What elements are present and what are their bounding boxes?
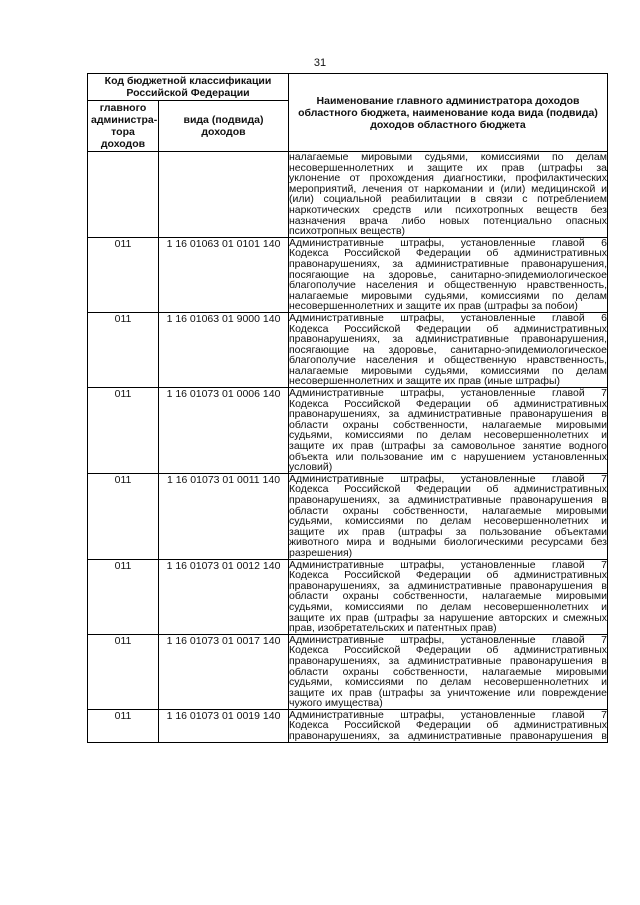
description-line: правонарушениях, за административные правонарушения в — [289, 495, 607, 506]
description-line: несовершеннолетних и защите их прав (иные штрафы) — [289, 376, 561, 388]
description-line: области охраны собственности, налагаемые мировыми — [289, 591, 607, 602]
description-line: наркотических средств или психотропных веществ без — [289, 204, 607, 216]
description-line: защите их прав (штрафы за пользование объектами — [289, 526, 607, 538]
description-line: судьями, комиссиями по делам несовершеннолетних и — [289, 430, 607, 442]
revenue-description — [289, 237, 608, 312]
revenue-description — [289, 152, 608, 238]
description-line: налагаемые мировыми судьями, комиссиями по делам — [289, 152, 607, 163]
table-row — [88, 709, 608, 742]
header-group-title: Код бюджетной классификации Российской Федерации — [88, 74, 289, 101]
revenue-description — [289, 634, 608, 709]
revenue-code: 1 16 01073 01 0017 140 — [159, 634, 289, 709]
description-line: назначения врача либо новых потенциально опасных — [289, 215, 607, 227]
revenue-code: 1 16 01073 01 0006 140 — [159, 388, 289, 474]
description-line: защите их прав (штрафы за уничтожение или повреждение — [289, 687, 607, 699]
description-line: посягающие на здоровье, санитарно-эпидемиологическое — [289, 269, 607, 281]
description-line: области охраны собственности, налагаемые мировыми — [289, 419, 607, 431]
description-line: мероприятий, лечения от наркомании и (или) медицинской и — [289, 183, 607, 195]
description-line: области охраны собственности, налагаемые мировыми — [289, 666, 607, 678]
description-line: Административные штрафы, установленные главой 7 — [289, 559, 607, 571]
description-line: чужого имущества) — [289, 698, 383, 709]
description-line: Кодекса Российской Федерации об административных — [289, 720, 607, 732]
description-line: налагаемые мировыми судьями, комиссиями по делам — [289, 365, 607, 377]
revenue-code: 1 16 01063 01 9000 140 — [159, 312, 289, 387]
table-header — [88, 74, 608, 152]
admin-code: 011 — [88, 237, 159, 312]
table-row — [88, 237, 608, 312]
description-line: защите их прав (штрафы за самовольное занятие водного — [289, 441, 607, 452]
description-line: животного мира и водными биологическими ресурсами без — [289, 537, 607, 548]
description-line: Административные штрафы, установленные главой 6 — [289, 312, 607, 324]
description-line: Кодекса Российской Федерации об административных — [289, 248, 607, 259]
description-line: судьями, комиссиями по делам несовершеннолетних и — [289, 516, 607, 527]
description-line: Административные штрафы, установленные главой 7 — [289, 634, 607, 646]
description-line: несовершеннолетних и защите их прав (штрафы за побои) — [289, 301, 578, 312]
revenue-code: 1 16 01063 01 0101 140 — [159, 237, 289, 312]
table-row — [88, 152, 608, 238]
table-row — [88, 634, 608, 709]
revenue-description — [289, 388, 608, 474]
description-line: прав, изобретательских и патентных прав) — [289, 623, 497, 634]
description-line: несовершеннолетних и защите их прав (штрафы за — [289, 162, 607, 174]
description-line: правонарушениях, за административные правонарушения, — [289, 334, 607, 345]
description-line: Административные штрафы, установленные главой 7 — [289, 473, 607, 485]
description-line: разрешения) — [289, 547, 353, 559]
description-line: налагаемые мировыми судьями, комиссиями по делам — [289, 290, 607, 302]
revenue-description — [289, 559, 608, 634]
description-line: Кодекса Российской Федерации об административных — [289, 323, 607, 335]
description-line: судьями, комиссиями по делам несовершеннолетних и — [289, 677, 607, 688]
revenue-description — [289, 312, 608, 387]
header-col-name: Наименование главного администратора доходов областного бюджета, наименование кода вида (подвида) доходов областного бюджета — [289, 74, 608, 152]
admin-code: 011 — [88, 388, 159, 474]
description-line: правонарушениях, за административные правонарушения в — [289, 655, 607, 667]
header-col-admin: главного администра-тора доходов — [88, 101, 159, 152]
revenue-description — [289, 473, 608, 559]
description-line: области охраны собственности, налагаемые мировыми — [289, 505, 607, 517]
admin-code: 011 — [88, 312, 159, 387]
description-line: Административные штрафы, установленные главой 7 — [289, 388, 607, 399]
description-line: Кодекса Российской Федерации об административных — [289, 484, 607, 495]
description-line: правонарушениях, за административные правонарушения в — [289, 731, 607, 742]
table-row — [88, 388, 608, 474]
table-row — [88, 473, 608, 559]
description-line: Кодекса Российской Федерации об административных — [289, 645, 607, 656]
description-line: благополучие населения и общественную нравственность, — [289, 355, 607, 366]
revenue-code: 1 16 01073 01 0011 140 — [159, 473, 289, 559]
page-number: 31 — [313, 57, 327, 69]
revenue-code: 1 16 01073 01 0012 140 — [159, 559, 289, 634]
description-line: объекта или пользование им с нарушением установленных — [289, 451, 607, 463]
description-line: судьями, комиссиями по делам несовершеннолетних и — [289, 601, 607, 613]
description-line: правонарушениях, за административные правонарушения, — [289, 258, 607, 270]
budget-classification-table — [87, 73, 608, 743]
description-line: посягающие на здоровье, санитарно-эпидемиологическое — [289, 344, 607, 356]
description-line: правонарушениях, за административные правонарушения в — [289, 580, 607, 592]
admin-code: 011 — [88, 559, 159, 634]
description-line: защите их прав (штрафы за нарушение авторских и смежных — [289, 612, 607, 624]
admin-code — [88, 152, 159, 238]
description-line: Административные штрафы, установленные главой 7 — [289, 709, 607, 721]
description-line: уклонение от прохождения диагностики, профилактических — [289, 173, 607, 184]
header-col-type: вида (подвида) доходов — [159, 101, 289, 152]
description-line: Кодекса Российской Федерации об административных — [289, 398, 607, 410]
admin-code: 011 — [88, 473, 159, 559]
admin-code: 011 — [88, 709, 159, 742]
description-line: правонарушениях, за административные правонарушения в — [289, 409, 607, 420]
revenue-code — [159, 152, 289, 238]
revenue-code: 1 16 01073 01 0019 140 — [159, 709, 289, 742]
description-line: благополучие населения и общественную нравственность, — [289, 280, 607, 291]
table-body — [88, 152, 608, 743]
description-line: психотропных веществ) — [289, 226, 406, 237]
description-line: условий) — [289, 462, 333, 473]
revenue-description — [289, 709, 608, 742]
admin-code: 011 — [88, 634, 159, 709]
description-line: Кодекса Российской Федерации об административных — [289, 570, 607, 581]
description-line: (или) социальной реабилитации в связи с потреблением — [289, 194, 607, 205]
table-row — [88, 559, 608, 634]
table-row — [88, 312, 608, 387]
description-line: Административные штрафы, установленные главой 6 — [289, 237, 607, 249]
